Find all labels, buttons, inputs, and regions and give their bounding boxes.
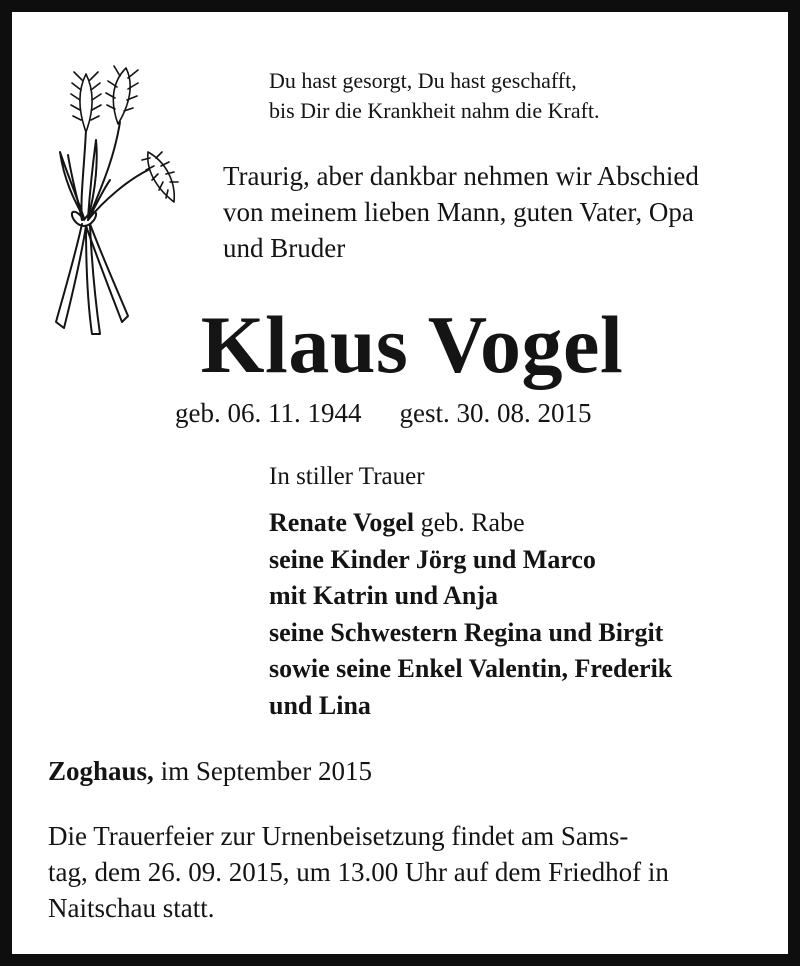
mourner-line: sowie seine Enkel Valentin, Frederik	[269, 654, 673, 683]
place-name: Zoghaus,	[48, 756, 154, 786]
birth-date: geb. 06. 11. 1944	[175, 398, 362, 428]
spouse-maiden-name: geb. Rabe	[414, 508, 525, 537]
mourner-line: seine Kinder Jörg und Marco	[269, 544, 596, 574]
mourner-line	[269, 505, 672, 542]
notice-line: Naitschau statt.	[48, 893, 215, 923]
mourner-line: seine Schwestern Regina und Birgit	[269, 617, 664, 647]
place-and-date	[48, 754, 372, 788]
life-dates	[175, 396, 591, 430]
deceased-name: Klaus Vogel	[200, 299, 624, 390]
mourners-list	[269, 505, 672, 724]
mourner-line: mit Katrin und Anja	[269, 581, 498, 610]
intro-line: und Bruder	[223, 233, 346, 263]
notice-line: Die Trauerfeier zur Urnenbeisetzung findet am Sams-	[48, 821, 629, 851]
mourner-line: und Lina	[269, 690, 371, 720]
motto-line: Du hast gesorgt, Du hast geschafft,	[269, 68, 577, 93]
notice-line: tag, dem 26. 09. 2015, um 13.00 Uhr auf dem Friedhof in	[48, 857, 669, 887]
month-date: im September 2015	[153, 756, 373, 786]
spouse-name: Renate Vogel	[269, 508, 415, 537]
farewell-intro	[223, 158, 699, 266]
intro-line: Traurig, aber dankbar nehmen wir Abschied	[223, 161, 699, 191]
mourning-lead: In stiller Trauer	[269, 463, 425, 490]
motto-line: bis Dir die Krankheit nahm die Kraft.	[269, 98, 600, 123]
motto	[269, 66, 600, 126]
death-date: gest. 30. 08. 2015	[399, 398, 592, 428]
funeral-notice	[48, 818, 776, 926]
intro-line: von meinem lieben Mann, guten Vater, Opa	[223, 197, 694, 227]
